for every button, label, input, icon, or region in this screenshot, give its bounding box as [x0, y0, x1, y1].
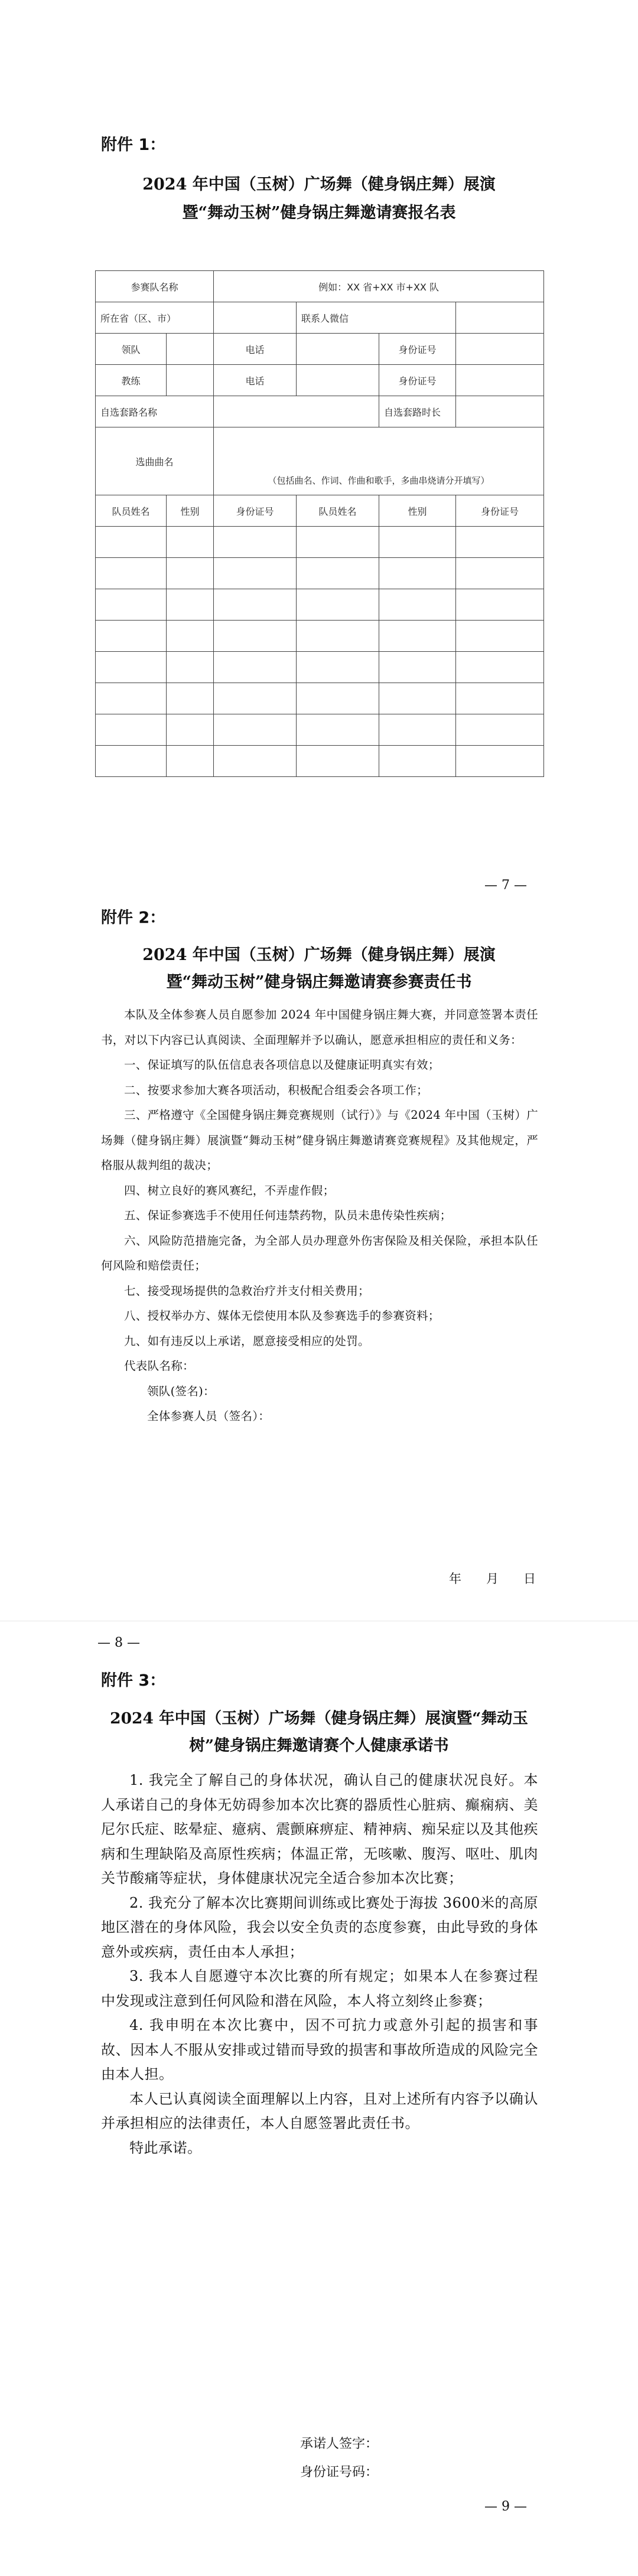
signatory-id-line: 身份证号码： — [300, 2465, 379, 2480]
song-note: （包括曲名、作词、作曲和歌手，多曲串烧请分开填写） — [268, 475, 490, 486]
team-name-label: 参赛队名称 — [96, 271, 214, 302]
attachment-label: 附件 3： — [101, 1671, 166, 1690]
coach-id-field[interactable] — [456, 365, 544, 396]
clause-item: 八、授权举办方、媒体无偿使用本队及参赛选手的参赛资料； — [124, 1309, 440, 1323]
responsibility-body — [101, 1003, 538, 1429]
attachment-label: 附件 1： — [101, 136, 166, 154]
commitment-paragraph: 特此承诺。 — [129, 2139, 202, 2156]
member-row[interactable] — [96, 527, 544, 558]
clause-item: 七、接受现场提供的急救治疗并支付相关费用； — [124, 1284, 370, 1298]
date-line: 年 月 日 — [449, 1572, 536, 1586]
leader-signature: 领队(签名)： — [147, 1384, 215, 1398]
contact-wechat-field[interactable] — [456, 302, 544, 334]
member-header: 性别 — [167, 495, 214, 527]
member-header: 队员姓名 — [297, 495, 379, 527]
commitment-paragraph: 1. 我完全了解自己的身体状况，确认自己的健康状况良好。本人承诺自己的身体无妨碍参加本次比赛的器质性心脏病、癫痫病、美尼尔氏症、眩晕症、癔病、震颤麻痹症、精神病、痴呆症以及其他疾病和生理缺陷及高原性疾病；体温正常，无咳嗽、腹泻、呕吐、肌肉关节酸痛等症状，身体健康状况完全适合参加本次比赛； — [101, 1772, 538, 1886]
responsibility-title-line1: 2024 年中国（玉树）广场舞（健身锅庄舞）展演 — [142, 946, 496, 964]
leader-phone-label: 电话 — [214, 334, 297, 365]
contact-wechat-label: 联系人微信 — [297, 302, 456, 334]
health-commitment-body — [101, 1768, 538, 2160]
clause-item: 三、严格遵守《全国健身锅庄舞竞赛规则（试行）》与《2024 年中国（玉树）广场舞（健身锅庄舞）展演暨“舞动玉树”健身锅庄舞邀请赛竞赛规程》及其他规定，严格服从裁判组的裁决； — [101, 1108, 538, 1172]
member-row[interactable] — [96, 621, 544, 652]
coach-label: 教练 — [96, 365, 167, 396]
page-number: — 8 — — [97, 1635, 140, 1650]
coach-id-label: 身份证号 — [379, 365, 456, 396]
page-number: — 7 — — [484, 878, 527, 893]
page-attachment-3 — [0, 1621, 638, 2576]
member-row[interactable] — [96, 589, 544, 621]
leader-id-field[interactable] — [456, 334, 544, 365]
member-header: 身份证号 — [214, 495, 297, 527]
clause-item: 五、保证参赛选手不使用任何违禁药物，队员未患传染性疾病； — [124, 1209, 452, 1222]
responsibility-title-line2: 暨“舞动玉树”健身锅庄舞邀请赛参赛责任书 — [166, 973, 472, 991]
member-row[interactable] — [96, 714, 544, 746]
page-number: — 9 — — [484, 2499, 527, 2514]
leader-id-label: 身份证号 — [379, 334, 456, 365]
signatory-name-line: 承诺人签字： — [300, 2437, 379, 2451]
song-label: 选曲曲名 — [96, 427, 214, 495]
custom-set-name-label: 自选套路名称 — [96, 396, 214, 427]
member-header: 队员姓名 — [96, 495, 167, 527]
region-field[interactable] — [214, 302, 297, 334]
form-title-line1: 2024 年中国（玉树）广场舞（健身锅庄舞）展演 — [142, 175, 496, 194]
commitment-paragraph: 2. 我充分了解本次比赛期间训练或比赛处于海拔 3600米的高原地区潜在的身体风险，我会以安全负责的态度参赛，由此导致的身体意外或疾病，责任由本人承担； — [101, 1894, 538, 1960]
coach-field[interactable] — [167, 365, 214, 396]
intro-paragraph: 本队及全体参赛人员自愿参加 2024 年中国健身锅庄舞大赛，并同意签署本责任书，对以下内容已认真阅读、全面理解并予以确认，愿意承担相应的责任和义务： — [101, 1008, 538, 1047]
clause-item: 一、保证填写的队伍信息表各项信息以及健康证明真实有效； — [124, 1058, 440, 1072]
team-name-field[interactable]: 例如：XX 省+XX 市+XX 队 — [214, 271, 544, 302]
member-row[interactable] — [96, 746, 544, 777]
custom-set-name-field[interactable] — [214, 396, 379, 427]
leader-field[interactable] — [167, 334, 214, 365]
registration-form-table — [95, 270, 544, 777]
attachment-label: 附件 2： — [101, 909, 166, 927]
song-field[interactable] — [214, 427, 544, 495]
coach-phone-field[interactable] — [297, 365, 379, 396]
clause-item: 九、如有违反以上承诺，愿意接受相应的处罚。 — [124, 1334, 370, 1348]
member-header: 性别 — [379, 495, 456, 527]
clause-item: 二、按要求参加大赛各项活动，积极配合组委会各项工作； — [124, 1083, 428, 1097]
page-attachment-1 — [0, 0, 638, 892]
member-row[interactable] — [96, 683, 544, 714]
commitment-paragraph: 4. 我申明在本次比赛中，因不可抗力或意外引起的损害和事故、因本人不服从安排或过错而导致的损害和事故所造成的风险完全由本人担。 — [101, 2017, 538, 2082]
form-title-line2: 暨“舞动玉树”健身锅庄舞邀请赛报名表 — [182, 204, 456, 222]
all-members-signature: 全体参赛人员（签名）： — [147, 1409, 271, 1423]
leader-phone-field[interactable] — [297, 334, 379, 365]
team-name-signature: 代表队名称： — [124, 1359, 194, 1373]
page-attachment-2 — [0, 892, 638, 1621]
health-title-line1: 2024 年中国（玉树）广场舞（健身锅庄舞）展演暨“舞动玉 — [110, 1709, 528, 1728]
region-label: 所在省（区、市） — [96, 302, 214, 334]
clause-item: 四、树立良好的赛风赛纪，不弄虚作假； — [124, 1183, 335, 1197]
custom-set-duration-field[interactable] — [456, 396, 544, 427]
clause-item: 六、风险防范措施完备，为全部人员办理意外伤害保险及相关保险，承担本队任何风险和赔偿责任； — [101, 1233, 538, 1272]
member-row[interactable] — [96, 558, 544, 589]
member-header: 身份证号 — [456, 495, 544, 527]
member-header-row — [96, 495, 544, 527]
custom-set-duration-label: 自选套路时长 — [379, 396, 456, 427]
member-row[interactable] — [96, 652, 544, 683]
commitment-paragraph: 3. 我本人自愿遵守本次比赛的所有规定；如果本人在参赛过程中发现或注意到任何风险和潜在风险，本人将立刻终止参赛； — [101, 1968, 538, 2009]
coach-phone-label: 电话 — [214, 365, 297, 396]
health-title-line2: 树”健身锅庄舞邀请赛个人健康承诺书 — [189, 1736, 449, 1755]
leader-label: 领队 — [96, 334, 167, 365]
commitment-paragraph: 本人已认真阅读全面理解以上内容，且对上述所有内容予以确认并承担相应的法律责任，本人自愿签署此责任书。 — [101, 2090, 538, 2131]
